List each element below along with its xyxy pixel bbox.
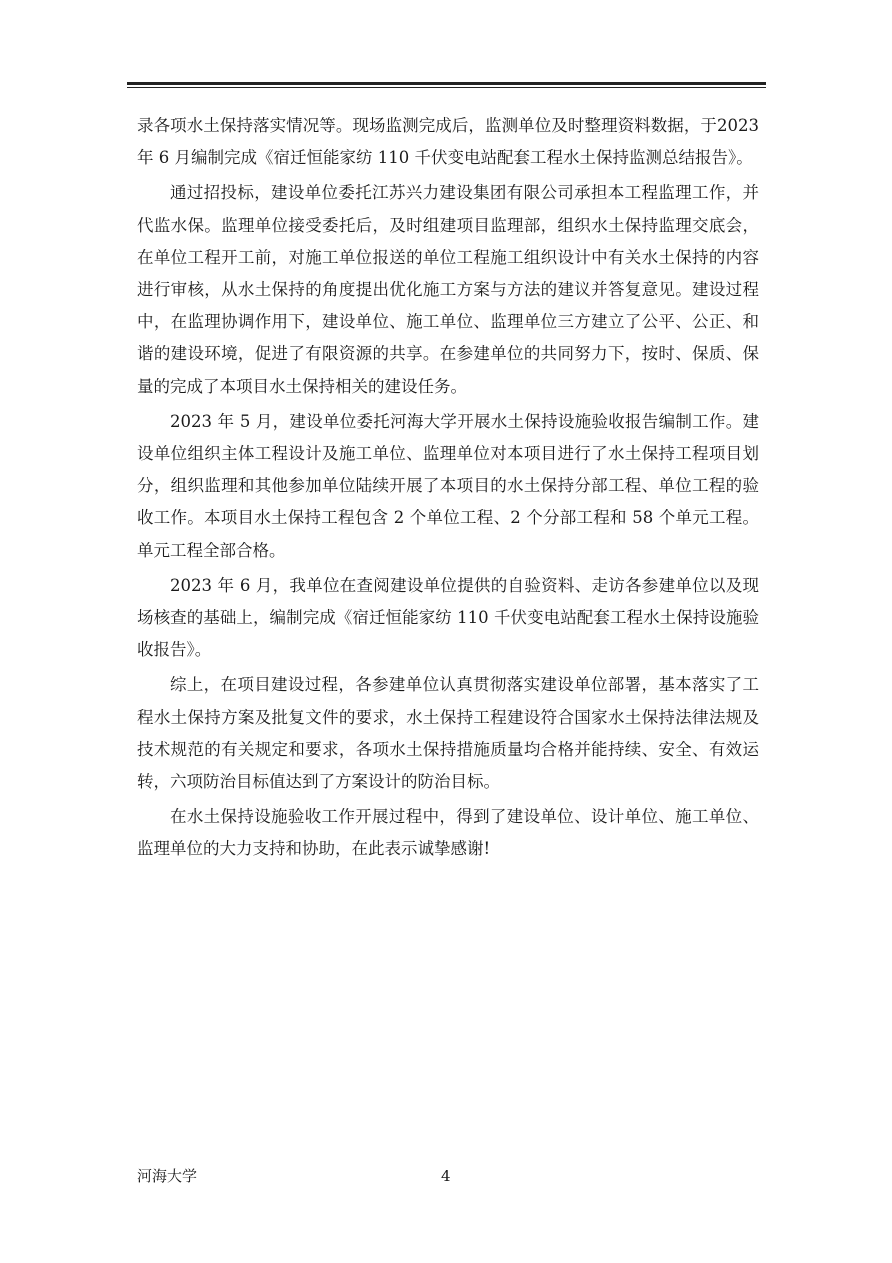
header-rule-thin [127, 87, 766, 88]
paragraph-continuation: 录各项水土保持落实情况等。现场监测完成后，监测单位及时整理资料数据，于2023 年 6 月编制完成《宿迁恒能家纺 110 千伏变电站配套工程水土保持监测总结报告》。 [137, 116, 759, 168]
paragraph-acknowledgement: 在水土保持设施验收工作开展过程中，得到了建设单位、设计单位、施工单位、监理单位的大力支持和协助，在此表示诚挚感谢! [137, 807, 759, 859]
paragraph-summary: 综上，在项目建设过程，各参建单位认真贯彻落实建设单位部署，基本落实了工程水土保持方案及批复文件的要求，水土保持工程建设符合国家水土保持法律法规及技术规范的有关规定和要求，各项水土保持措施质量均合格并能持续、安全、有效运转，六项防治目标值达到了方案设计的防治目标。 [137, 675, 759, 792]
footer-organization: 河海大学 [137, 1167, 198, 1185]
page-number: 4 [441, 1167, 451, 1185]
document-body [137, 110, 759, 869]
paragraph-report-compilation: 2023 年 6 月，我单位在查阅建设单位提供的自验资料、走访各参建单位以及现场核查的基础上，编制完成《宿迁恒能家纺 110 千伏变电站配套工程水土保持设施验收报告》。 [137, 575, 759, 660]
header-rule [127, 82, 766, 85]
paragraph-acceptance-commission: 2023 年 5 月，建设单位委托河海大学开展水土保持设施验收报告编制工作。建设单位组织主体工程设计及施工单位、监理单位对本项目进行了水土保持工程项目划分，组织监理和其他参加单位陆续开展了本项目的水土保持分部工程、单位工程的验收工作。本项目水土保持工程包含 2 个单位工程、2 个分部工程和 58 个单元工程。单元工程全部合格。 [137, 411, 759, 560]
paragraph-supervision: 通过招投标，建设单位委托江苏兴力建设集团有限公司承担本工程监理工作，并代监水保。监理单位接受委托后，及时组建项目监理部，组织水土保持监理交底会，在单位工程开工前，对施工单位报送的单位工程施工组织设计中有关水土保持的内容进行审核，从水土保持的角度提出优化施工方案与方法的建议并答复意见。建设过程中，在监理协调作用下，建设单位、施工单位、监理单位三方建立了公平、公正、和谐的建设环境，促进了有限资源的共享。在参建单位的共同努力下，按时、保质、保量的完成了本项目水土保持相关的建设任务。 [137, 183, 759, 396]
